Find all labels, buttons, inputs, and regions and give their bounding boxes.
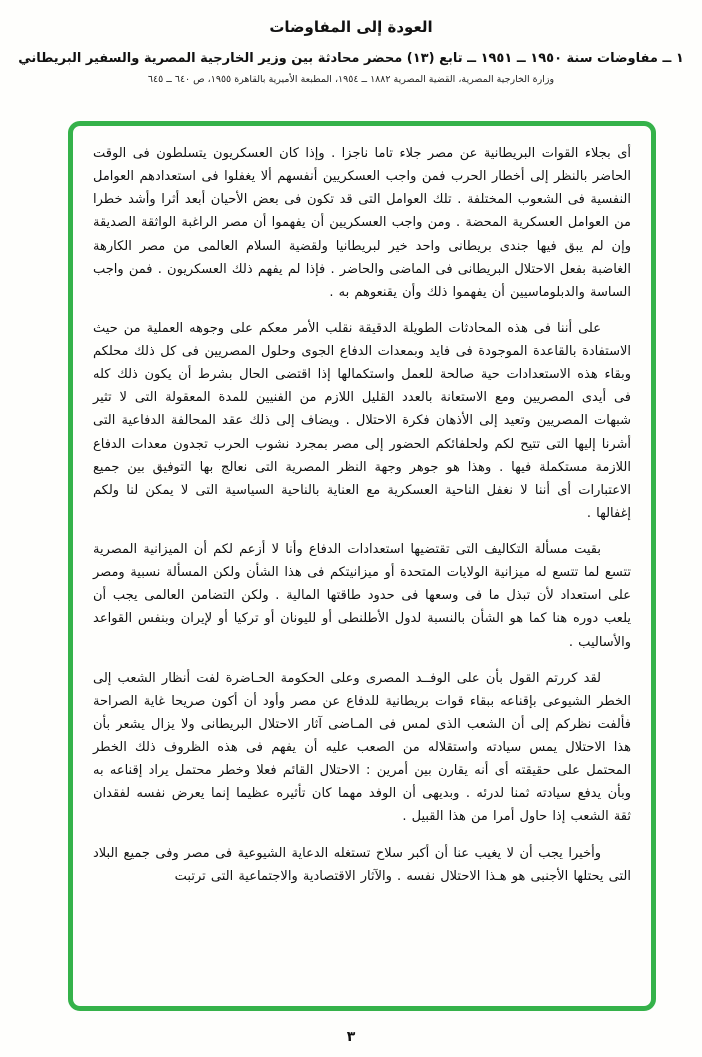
body-paragraph-2: على أننا فى هذه المحادثات الطويلة الدقيقة نقلب الأمر معكم على وجوهه العملية من حيث الاستفادة بالقاعدة الموجودة فى فايد وبمعدات الدفاع الجوى وحلول المصريين فى كل ذلك محلكم وبقاء هذه الاستعدادات حية صالحة للعمل واستكمالها إذا اقتضى الحال بشرط أن يكون ذلك كله فى أيدى المصريين ومع الاستعانة بالعدد القليل اللازم من الفنيين للمدة المعقولة التى لا تثير شبهات المصريين وتعيد إلى الأذهان فكرة الاحتلال . ويضاف إلى ذلك عقد المحالفة الدفاعية التى أشرنا إليها التى تتيح لكم ولحلفائكم الحضور إلى مصر بمجرد نشوب الحرب تجدون معدات الدفاع اللازمة مستكملة فيها . وهذا هو جوهر وجهة النظر المصرية التى نعالج بها التوفيق بين جميع الاعتبارات أى أننا لا نغفل الناحية العسكرية مع العناية بالناحية السياسية التى لا يمكن لنا ولكم إغفالها .: [93, 320, 631, 521]
page-number: ٣: [346, 1029, 356, 1045]
highlight-border-box: [68, 121, 656, 1011]
body-paragraph-3: بقيت مسألة التكاليف التى تقتضيها استعدادات الدفاع وأنا لا أزعم لكم أن الميزانية المصرية تتسع لما تتسع له ميزانية الولايات المتحدة أو ميزانيتكم فى هذا الشأن ولكن المسألة نسبية ومصر على استعداد لأن تبذل ما فى وسعها فى حدود طاقتها المالية . ولكن التضامن العالمى يجب أن يلعب دوره هنا كما هو الشأن بالنسبة لدول الأطلنطى أو لليونان أو تركيا أو لإيران وبنفس القواعد والأساليب .: [93, 542, 631, 650]
body-paragraph-4: لقد كررتم القول بأن على الوفــد المصرى وعلى الحكومة الحـاضرة لفت أنظار الشعب إلى الخطر الشيوعى بإقناعه ببقاء قوات بريطانية للدفاع عن مصر وأود أن أكون صريحا غاية الصراحة فألفت نظركم إلى أن الشعب الذى لمس فى المـاضى آثار الاحتلال البريطانى ولا يزال يشعر بأن هذا الاحتلال يمس سيادته واستقلاله من الصعب عليه أن يفهم فى هذه الظروف ذلك الخطر المحتمل على حقيقته أى أنه يقارن بين أمرين : الاحتلال القائم فعلا وخطر محتمل يراد إقناعه به وبأن يدفع سيادته ثمنا لدرئه . وبديهى أن الوفد مهما كان تأثيره عظيما إنما يعرض نفسه لفقدان ثقة الشعب إذا حاول أمرا من هذا القبيل .: [93, 670, 631, 825]
body-paragraph-1: أى بجلاء القوات البريطانية عن مصر جلاء تاما ناجزا . وإذا كان العسكريون يتسلطون فى الوقت الحاضر بالنظر إلى أخطار الحرب فمن واجب العسكريين أنفسهم ألا يغفلوا فى استعدادهم العوامل النفسية فى الشعوب المختلفة . تلك العوامل التى قد تكون فى بعض الأحيان أبعد أثرا وأشد خطرا من العوامل العسكرية المحضة . ومن واجب العسكريين أن يفهموا أن مصر الراغبة الواثقة الصديقة وإن لم يبق فيها جندى بريطانى واحد خير لبريطانيا ولقضية السلام العالمى من مصر الكارهة الغاضبة بفعل الاحتلال البريطانى فى الماضى والحاضر . فإذا لم يفهم ذلك العسكريون . فمن واجب الساسة والدبلوماسيين أن يفهموا ذلك وأن يقنعوهم به .: [93, 146, 631, 300]
document-subtitle: ١ ــ مفاوضات سنة ١٩٥٠ ــ ١٩٥١ ــ تابع (١٣) محضر محادثة بين وزير الخارجية المصرية والسفير البريطاني: [18, 51, 684, 66]
document-header: [0, 0, 702, 85]
page-title: العودة إلى المفاوضات: [269, 18, 433, 36]
source-citation: وزارة الخارجية المصرية، القضية المصرية ١٨٨٢ ــ ١٩٥٤، المطبعة الأميرية بالقاهرة ١٩٥٥، ص ٦٤٠ ــ ٦٤٥: [147, 73, 555, 85]
body-paragraph-5: وأخيرا يجب أن لا يغيب عنا أن أكبر سلاح تستغله الدعاية الشيوعية فى مصر وفى جميع البلاد التى يحتلها الأجنبى هو هـذا الاحتلال نفسه . والآثار الاقتصادية والاجتماعية التى ترتبت: [93, 845, 631, 884]
